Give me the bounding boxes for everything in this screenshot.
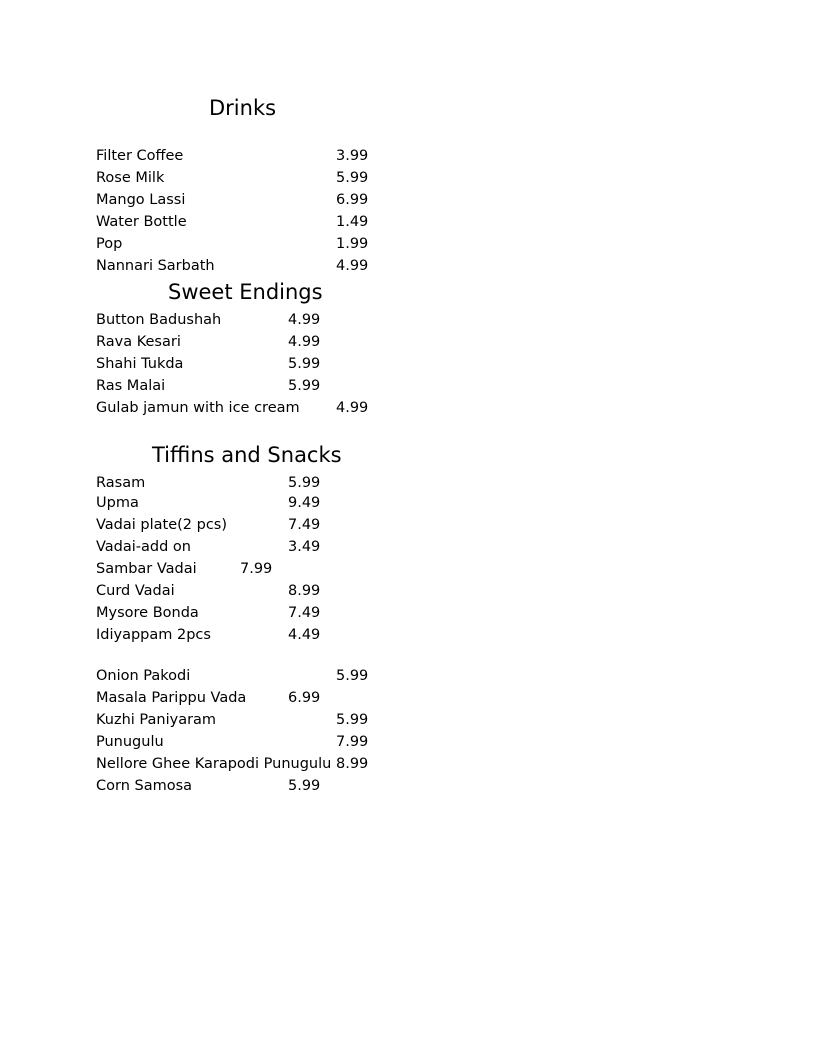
menu-item-name: Rasam [96,475,146,491]
menu-item-name: Shahi Tukda [96,356,184,372]
menu-item-price: 5.99 [288,475,321,491]
menu-item-price: 8.99 [288,583,321,599]
menu-item-price: 1.99 [336,236,369,252]
menu-item-price: 6.99 [336,192,369,208]
menu-item-price: 4.99 [288,312,321,328]
menu-item-price: 5.99 [336,170,369,186]
menu-item-price: 1.49 [336,214,369,230]
menu-item-price: 9.49 [288,495,321,511]
menu-item-name: Water Bottle [96,214,187,230]
menu-item-name: Gulab jamun with ice cream [96,400,300,416]
section-title-tiffins-and-snacks: Tiffins and Snacks [152,443,342,467]
menu-item-price: 5.99 [288,356,321,372]
menu-item-price: 4.49 [288,627,321,643]
menu-item-name: Onion Pakodi [96,668,191,684]
section-title-drinks: Drinks [209,96,277,120]
menu-item-price: 8.99 [336,756,369,772]
menu-item-name: Mysore Bonda [96,605,199,621]
menu-item-name: Upma [96,495,139,511]
menu-item-name: Rose Milk [96,170,165,186]
menu-item-price: 4.99 [288,334,321,350]
menu-item-price: 7.49 [288,605,321,621]
menu-item-price: 7.99 [240,561,273,577]
menu-item-price: 5.99 [288,378,321,394]
menu-item-name: Corn Samosa [96,778,193,794]
menu-item-price: 5.99 [288,778,321,794]
menu-item-name: Pop [96,236,123,252]
menu-item-price: 4.99 [336,258,369,274]
menu-item-name: Punugulu [96,734,164,750]
menu-item-price: 5.99 [336,668,369,684]
menu-item-name: Vadai-add on [96,539,191,555]
menu-item-name: Sambar Vadai [96,561,197,577]
menu-item-name: Button Badushah [96,312,222,328]
menu-item-name: Curd Vadai [96,583,175,599]
menu-item-name: Mango Lassi [96,192,186,208]
menu-item-name: Nellore Ghee Karapodi Punugulu [96,756,332,772]
menu-item-price: 3.49 [288,539,321,555]
menu-item-name: Idiyappam 2pcs [96,627,211,643]
menu-item-price: 6.99 [288,690,321,706]
menu-item-name: Rava Kesari [96,334,181,350]
menu-item-price: 5.99 [336,712,369,728]
menu-item-name: Vadai plate(2 pcs) [96,517,228,533]
menu-item-name: Kuzhi Paniyaram [96,712,217,728]
section-title-sweet-endings: Sweet Endings [168,280,323,304]
menu-item-price: 4.99 [336,400,369,416]
menu-item-name: Masala Parippu Vada [96,690,247,706]
menu-item-name: Ras Malai [96,378,166,394]
menu-item-name: Nannari Sarbath [96,258,215,274]
menu-item-name: Filter Coffee [96,148,184,164]
menu-item-price: 7.49 [288,517,321,533]
menu-item-price: 3.99 [336,148,369,164]
menu-item-price: 7.99 [336,734,369,750]
